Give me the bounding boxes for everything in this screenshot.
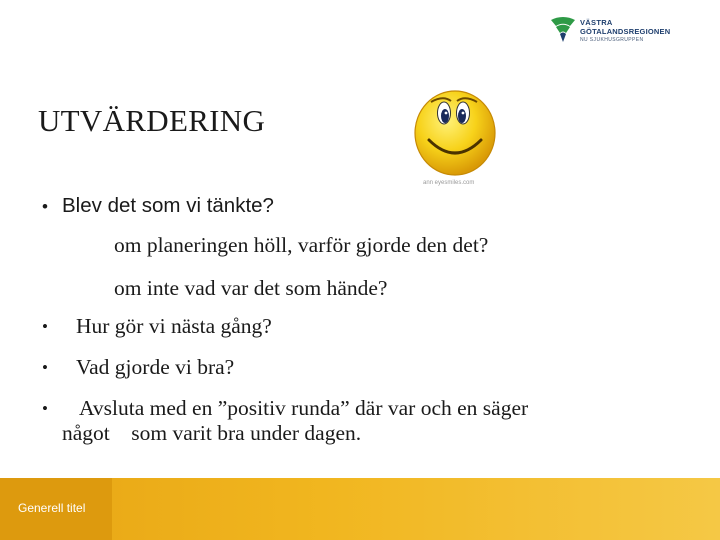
- image-caption: ann eyesmiles.com: [423, 180, 475, 186]
- organization-logo: [548, 14, 688, 48]
- logo-text-line3: NU SJUKHUSGRUPPEN: [580, 37, 644, 43]
- slide-title: UTVÄRDERING: [38, 103, 266, 138]
- footer-bar: [0, 478, 720, 540]
- footer-title: Generell titel: [18, 501, 86, 515]
- list-item: Blev det som vi tänkte?: [62, 194, 274, 217]
- bullet-marker: •: [42, 317, 48, 336]
- logo-emblem-icon: [548, 14, 578, 44]
- list-item: Hur gör vi nästa gång?: [76, 314, 272, 338]
- logo-text-line2: GÖTALANDSREGIONEN: [580, 27, 671, 36]
- list-item: om planeringen höll, varför gjorde den det?: [114, 233, 489, 257]
- smiley-face-icon: [405, 82, 505, 182]
- bullet-marker: •: [42, 399, 48, 418]
- bullet-marker: •: [42, 358, 48, 377]
- footer-label-panel: [0, 478, 112, 540]
- logo-text-line1: VÄSTRA: [580, 18, 613, 27]
- list-item-continuation: något som varit bra under dagen.: [62, 421, 362, 445]
- list-item: Avsluta med en ”positiv runda” där var och en säger: [79, 396, 529, 420]
- list-item: Vad gjorde vi bra?: [76, 355, 235, 379]
- bullet-marker: •: [42, 197, 48, 216]
- list-item: om inte vad var det som hände?: [114, 276, 388, 300]
